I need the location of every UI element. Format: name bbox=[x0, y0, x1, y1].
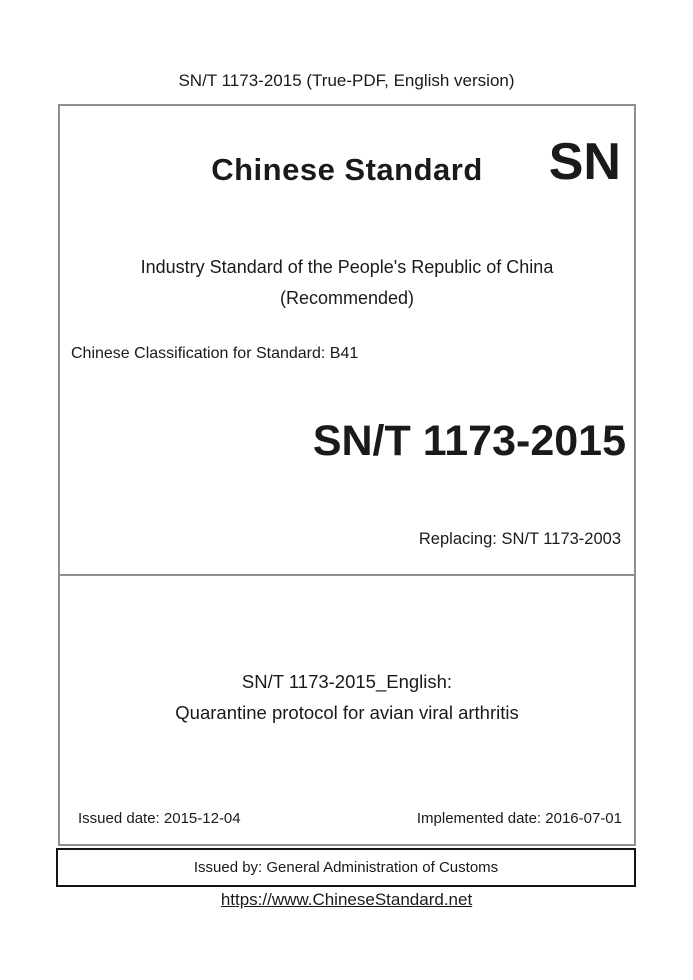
document-title bbox=[60, 666, 634, 728]
org-line-recommended: (Recommended) bbox=[279, 288, 415, 308]
section-divider bbox=[58, 574, 636, 576]
document-title-line-2: Quarantine protocol for avian viral arthritis bbox=[175, 702, 519, 723]
issued-by-label: Issued by: General Administration of Customs bbox=[193, 859, 499, 876]
classification-label: Chinese Classification for Standard: B41 bbox=[71, 345, 359, 362]
issuer-box bbox=[56, 848, 636, 887]
document-title-line-1: SN/T 1173-2015_English: bbox=[241, 671, 453, 692]
implemented-date-label: Implemented date: 2016-07-01 bbox=[416, 810, 622, 827]
org-standard-lines bbox=[60, 252, 634, 314]
dates-row bbox=[60, 809, 634, 829]
cover-box bbox=[58, 104, 636, 846]
website-link[interactable]: https://www.ChineseStandard.net bbox=[220, 890, 473, 909]
brand-title: Chinese Standard bbox=[211, 152, 483, 187]
document-header-label: SN/T 1173-2015 (True-PDF, English version) bbox=[178, 71, 515, 90]
issued-date-label: Issued date: 2015-12-04 bbox=[78, 810, 241, 827]
sn-logo: SN bbox=[548, 133, 621, 191]
replacing-label: Replacing: SN/T 1173-2003 bbox=[418, 530, 621, 548]
org-line-country: Industry Standard of the People's Republic of China bbox=[140, 257, 554, 277]
standard-number: SN/T 1173-2015 bbox=[312, 417, 626, 465]
